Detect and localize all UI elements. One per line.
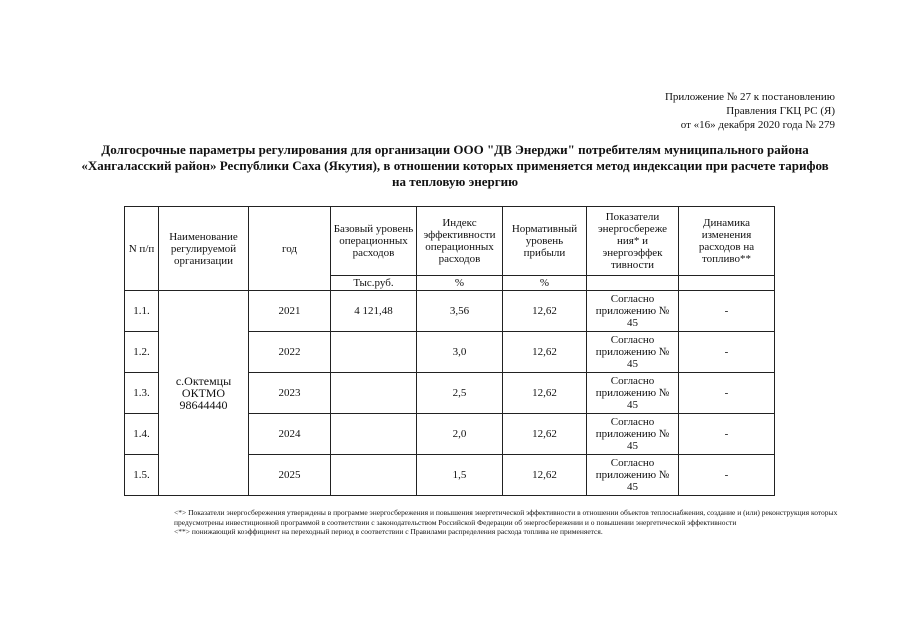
row-year: 2023: [249, 373, 331, 414]
unit-energy-empty: [587, 276, 679, 291]
row-base: [331, 332, 417, 373]
appendix-line-3: от «16» декабря 2020 года № 279: [680, 119, 835, 131]
row-profit: 12,62: [503, 455, 587, 496]
row-index: 2,5: [417, 373, 503, 414]
row-num: 1.2.: [125, 332, 159, 373]
header-num: N п/п: [125, 207, 159, 291]
header-energy: Показатели энергосбереже ния* и энергоэффек тивности: [587, 207, 679, 276]
row-year: 2024: [249, 414, 331, 455]
row-num: 1.1.: [125, 291, 159, 332]
row-profit: 12,62: [503, 332, 587, 373]
table-row: [125, 291, 775, 332]
header-year: год: [249, 207, 331, 291]
unit-dynamics-empty: [679, 276, 775, 291]
unit-profit: %: [503, 276, 587, 291]
appendix-header: [665, 90, 835, 132]
row-dynamics: -: [679, 332, 775, 373]
row-num: 1.5.: [125, 455, 159, 496]
row-base: [331, 373, 417, 414]
header-dynamics: Динамика изменения расходов на топливо**: [679, 207, 775, 276]
organization-oktmo-label: ОКТМО: [181, 386, 226, 400]
row-base: 4 121,48: [331, 291, 417, 332]
organization-oktmo-code: 98644440: [179, 398, 228, 412]
row-profit: 12,62: [503, 373, 587, 414]
footnotes: [174, 508, 838, 537]
row-dynamics: -: [679, 373, 775, 414]
row-num: 1.4.: [125, 414, 159, 455]
header-profit: Нормативный уровень прибыли: [503, 207, 587, 276]
header-org: Наименование регулируемой организации: [159, 207, 249, 291]
row-index: 1,5: [417, 455, 503, 496]
organization-name: с.Октемцы: [175, 374, 232, 388]
row-energy: Согласно приложению № 45: [587, 414, 679, 455]
document-title: Долгосрочные параметры регулирования для организации ООО "ДВ Энерджи" потребителям муниципального района «Хангаласский район» Республики Саха (Якутия), в отношении которых применяется метод индексации при расчете тарифов на тепловую энергию: [81, 142, 829, 189]
row-dynamics: -: [679, 455, 775, 496]
row-year: 2021: [249, 291, 331, 332]
row-energy: Согласно приложению № 45: [587, 291, 679, 332]
row-base: [331, 455, 417, 496]
unit-base: Тыс.руб.: [331, 276, 417, 291]
header-index: Индекс эффективности операционных расходов: [417, 207, 503, 276]
organization-cell: [159, 291, 249, 496]
row-index: 2,0: [417, 414, 503, 455]
row-energy: Согласно приложению № 45: [587, 373, 679, 414]
footnote-1: <*> Показатели энергосбережения утверждены в программе энергосбережения и повышения энергетической эффективности в отношении объектов теплоснабжения, создание и (или) реконструкция которых предусмотрены инвестиционной программой в соответствии с законодательством Российской Федерации об энергосбережении и о повышении энергетической эффективности: [174, 508, 838, 527]
row-year: 2025: [249, 455, 331, 496]
row-profit: 12,62: [503, 414, 587, 455]
footnote-2: <**> понижающий коэффициент на переходный период в соответствии с Правилами распределения расхода топлива не применяется.: [174, 527, 603, 536]
row-index: 3,56: [417, 291, 503, 332]
unit-index: %: [417, 276, 503, 291]
appendix-line-1: Приложение № 27 к постановлению: [664, 91, 835, 103]
row-dynamics: -: [679, 291, 775, 332]
appendix-line-2: Правления ГКЦ РС (Я): [726, 105, 835, 117]
parameters-table: [124, 206, 775, 496]
header-base: Базовый уровень операционных расходов: [331, 207, 417, 276]
row-base: [331, 414, 417, 455]
row-dynamics: -: [679, 414, 775, 455]
row-energy: Согласно приложению № 45: [587, 332, 679, 373]
row-year: 2022: [249, 332, 331, 373]
row-index: 3,0: [417, 332, 503, 373]
row-profit: 12,62: [503, 291, 587, 332]
row-energy: Согласно приложению № 45: [587, 455, 679, 496]
row-num: 1.3.: [125, 373, 159, 414]
